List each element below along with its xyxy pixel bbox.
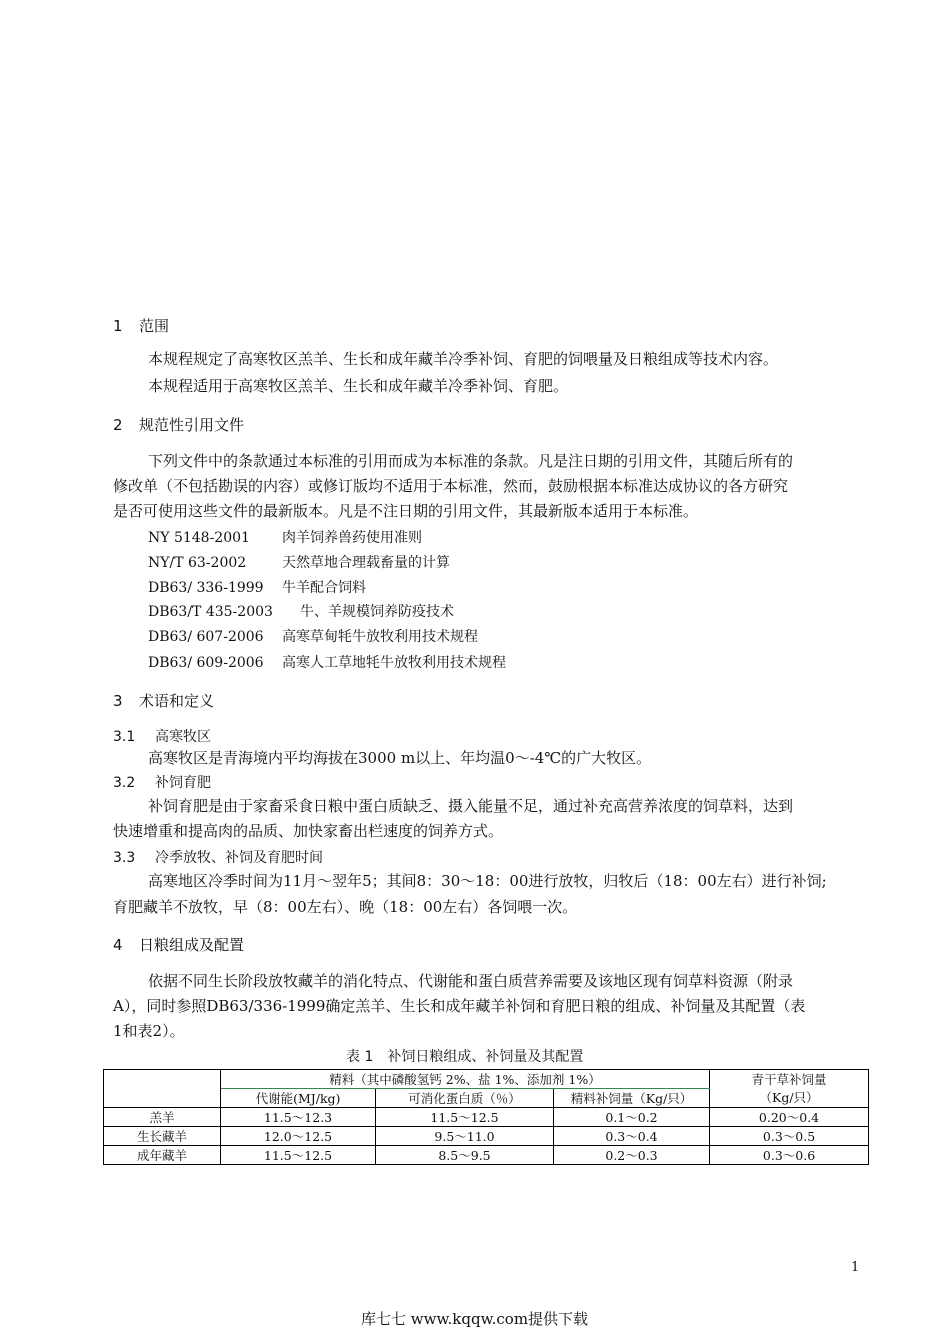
reference-name: 高寒人工草地牦牛放牧利用技术规程 — [282, 655, 506, 671]
cell-concentrate: 0.2～0.3 — [554, 1146, 710, 1165]
paragraph: 高寒牧区是青海境内平均海拔在3000 m以上、年均温0～-4℃的广大牧区。 — [148, 749, 652, 767]
section-2-heading — [113, 414, 244, 435]
table-caption: 表 1 补饲日粮组成、补饲量及其配置 — [346, 1049, 584, 1065]
reference-code: DB63/ 607-2006 — [148, 629, 264, 645]
reference-item — [148, 652, 506, 672]
reference-code: NY/T 63-2002 — [148, 555, 247, 571]
table-hay-header: 青干草补饲量 — [710, 1070, 869, 1089]
row-name: 生长藏羊 — [104, 1127, 221, 1146]
subsection-number: 3.1 — [113, 729, 136, 745]
reference-code: NY 5148-2001 — [148, 530, 250, 546]
cell-protein: 8.5～9.5 — [376, 1146, 554, 1165]
download-footer: 库七七 www.kqqw.com提供下载 — [361, 1310, 589, 1328]
table-col-header: 精料补饲量（Kg/只） — [554, 1089, 710, 1108]
cell-energy: 11.5～12.5 — [221, 1146, 376, 1165]
section-title: 规范性引用文件 — [139, 416, 245, 434]
section-number: 3 — [113, 692, 123, 710]
table-row — [104, 1146, 869, 1165]
section-4-heading — [113, 934, 244, 955]
reference-name: 肉羊饲养兽药使用准则 — [282, 530, 422, 546]
reference-item — [148, 577, 366, 597]
paragraph: 本规程规定了高寒牧区羔羊、生长和成年藏羊冷季补饲、育肥的饲喂量及日粮组成等技术内容。 — [148, 350, 779, 368]
table-group-header: 精料（其中磷酸氢钙 2%、盐 1%、添加剂 1%） — [221, 1070, 710, 1089]
cell-hay: 0.20～0.4 — [710, 1108, 869, 1127]
cell-concentrate: 0.1～0.2 — [554, 1108, 710, 1127]
section-3-heading — [113, 690, 214, 711]
reference-item — [148, 626, 478, 646]
paragraph-line: 是否可使用这些文件的最新版本。凡是不注日期的引用文件，其最新版本适用于本标准。 — [113, 502, 699, 520]
paragraph-line: 快速增重和提高肉的品质、加快家畜出栏速度的饲养方式。 — [113, 822, 504, 840]
cell-hay: 0.3～0.6 — [710, 1146, 869, 1165]
subsection-3-2-heading — [113, 772, 211, 792]
reference-code: DB63/ 609-2006 — [148, 655, 264, 671]
paragraph: 本规程适用于高寒牧区羔羊、生长和成年藏羊冷季补饲、育肥。 — [148, 377, 569, 395]
paragraph-line: 依据不同生长阶段放牧藏羊的消化特点、代谢能和蛋白质营养需要及该地区现有饲草料资源（附录 — [148, 972, 794, 990]
row-name: 羔羊 — [104, 1108, 221, 1127]
section-title: 范围 — [139, 317, 170, 335]
cell-energy: 11.5～12.3 — [221, 1108, 376, 1127]
paragraph-line: 1和表2）。 — [113, 1022, 185, 1040]
section-number: 4 — [113, 936, 123, 954]
table-corner-cell — [104, 1070, 221, 1108]
section-1-heading — [113, 315, 169, 336]
paragraph-line: 修改单（不包括勘误的内容）或修订版均不适用于本标准，然而，鼓励根据本标准达成协议的各方研究 — [113, 477, 789, 495]
reference-name: 高寒草甸牦牛放牧利用技术规程 — [282, 629, 478, 645]
paragraph-line: 育肥藏羊不放牧，早（8：00左右）、晚（18：00左右）各饲喂一次。 — [113, 898, 578, 916]
subsection-title: 补饲育肥 — [155, 775, 211, 791]
subsection-3-1-heading — [113, 726, 211, 746]
subsection-3-3-heading — [113, 847, 323, 867]
paragraph-line: 补饲育肥是由于家畜采食日粮中蛋白质缺乏、摄入能量不足，通过补充高营养浓度的饲草料，达到 — [148, 797, 794, 815]
table-row — [104, 1108, 869, 1127]
subsection-title: 冷季放牧、补饲及育肥时间 — [155, 850, 323, 866]
reference-name: 天然草地合理载畜量的计算 — [282, 555, 450, 571]
subsection-number: 3.3 — [113, 850, 136, 866]
reference-name: 牛羊配合饲料 — [282, 580, 366, 596]
paragraph-line: 高寒地区冷季时间为11月～翌年5；其间8：30～18：00进行放牧，归牧后（18：00左右）进行补饲; — [148, 872, 827, 890]
reference-item — [148, 601, 454, 621]
section-number: 2 — [113, 416, 123, 434]
paragraph-line: A），同时参照DB63/336-1999确定羔羊、生长和成年藏羊补饲和育肥日粮的组成、补饲量及其配置（表 — [113, 997, 806, 1015]
section-number: 1 — [113, 317, 123, 335]
reference-item — [148, 527, 422, 547]
section-title: 日粮组成及配置 — [139, 936, 245, 954]
reference-code: DB63/T 435-2003 — [148, 604, 273, 620]
page-number: 1 — [851, 1260, 860, 1275]
reference-code: DB63/ 336-1999 — [148, 580, 264, 596]
cell-concentrate: 0.3～0.4 — [554, 1127, 710, 1146]
table-col-header: 代谢能(MJ/kg) — [221, 1089, 376, 1108]
table-row — [104, 1127, 869, 1146]
table-1 — [103, 1069, 869, 1165]
cell-hay: 0.3～0.5 — [710, 1127, 869, 1146]
subsection-number: 3.2 — [113, 775, 136, 791]
reference-name: 牛、羊规模饲养防疫技术 — [300, 604, 454, 620]
table-hay-unit: （Kg/只） — [710, 1089, 869, 1108]
section-title: 术语和定义 — [139, 692, 215, 710]
paragraph-line: 下列文件中的条款通过本标准的引用而成为本标准的条款。凡是注日期的引用文件，其随后所有的 — [148, 452, 794, 470]
reference-item — [148, 552, 450, 572]
table-col-header: 可消化蛋白质（％） — [376, 1089, 554, 1108]
cell-protein: 11.5～12.5 — [376, 1108, 554, 1127]
cell-energy: 12.0～12.5 — [221, 1127, 376, 1146]
subsection-title: 高寒牧区 — [155, 729, 211, 745]
row-name: 成年藏羊 — [104, 1146, 221, 1165]
cell-protein: 9.5～11.0 — [376, 1127, 554, 1146]
